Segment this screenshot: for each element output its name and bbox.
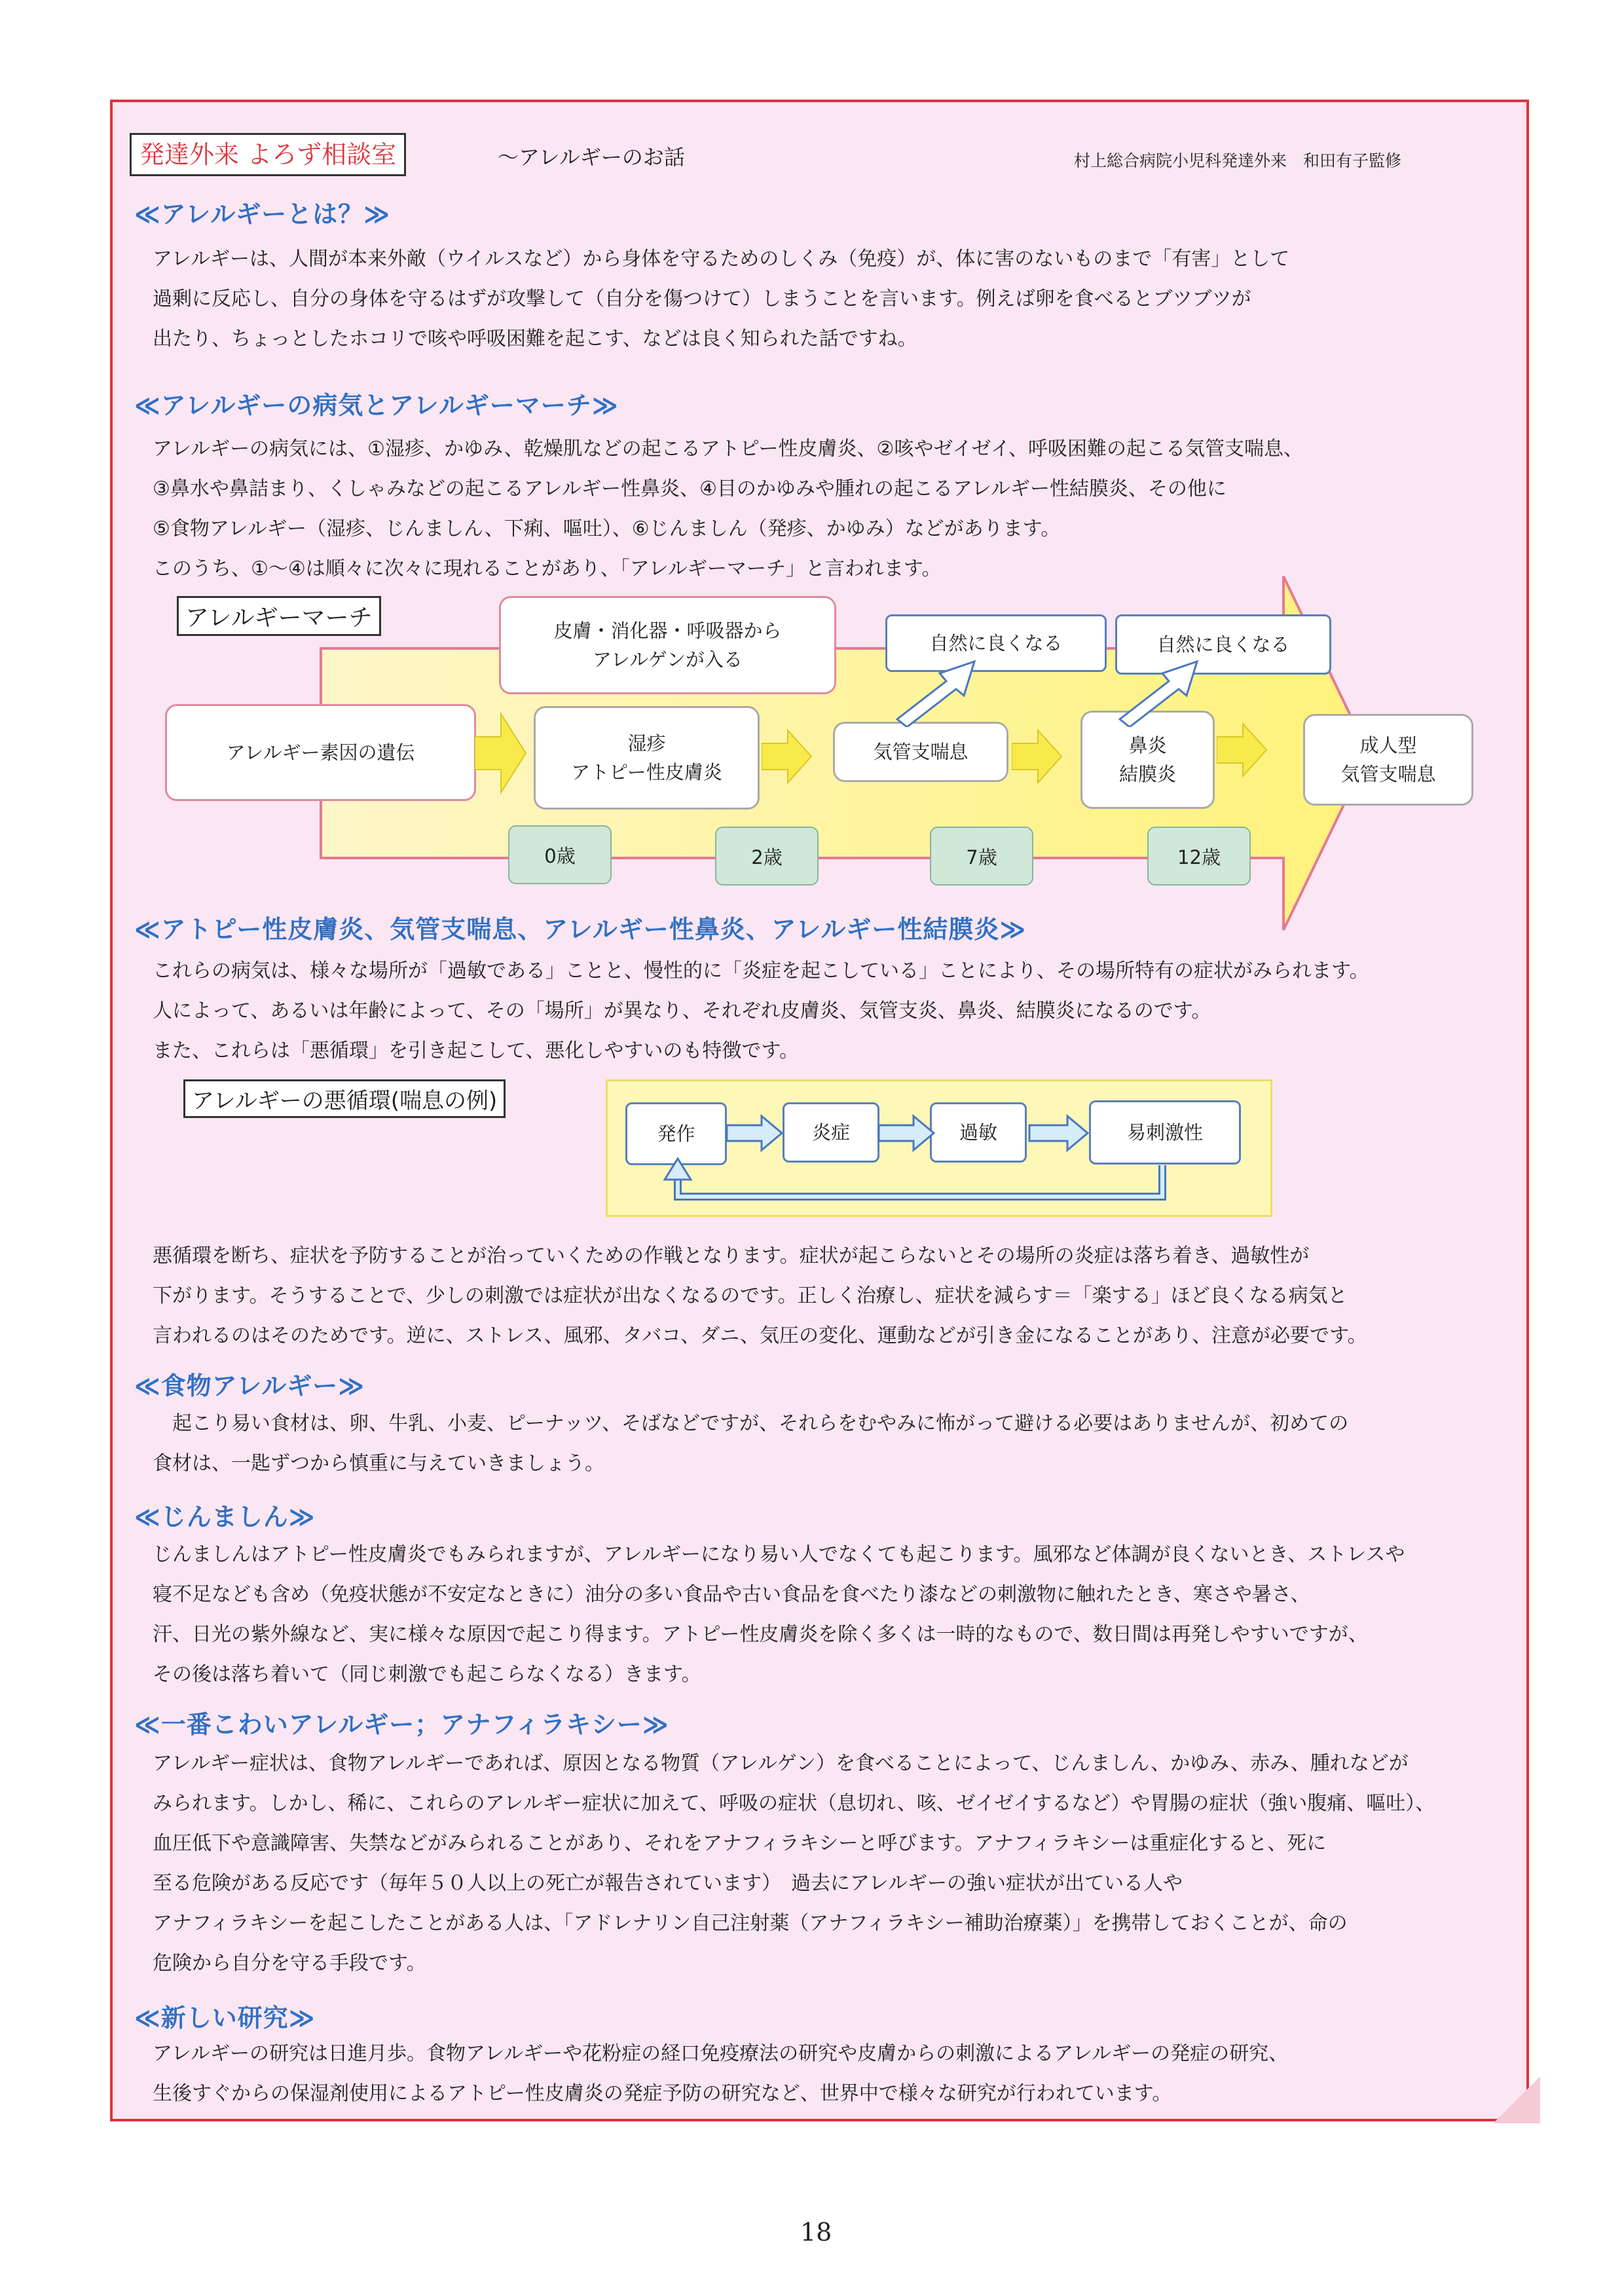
text-line: ⑤食物アレルギー（湿疹、じんましん、下痢、嘔吐）、⑥じんましん（発疹、かゆみ）などがあります。 (153, 517, 1061, 540)
cycle-node-irritability (1089, 1100, 1241, 1165)
text-line: 血圧低下や意識障害、失禁などがみられることがあり、それをアナフィラキシーと呼びます。アナフィラキシーは重症化すると、死に (153, 1832, 1327, 1855)
heal-label: 自然に良くなる (1156, 633, 1290, 656)
heal-label: 自然に良くなる (929, 632, 1063, 654)
cycle-label: 過敏 (959, 1121, 997, 1144)
page-number: 18 (800, 2218, 832, 2247)
stage-line: 結膜炎 (1118, 763, 1176, 785)
text-line: 悪循環を断ち、症状を予防することが治っていくための作戦となります。症状が起こらないとその場所の炎症は落ち着き、過敏性が (153, 1244, 1310, 1267)
text-line: アレルギー症状は、食物アレルギーであれば、原因となる物質（アレルゲン）を食べることによって、じんましん、かゆみ、赤み、腫れなどが (153, 1752, 1409, 1775)
section-body (153, 1404, 1502, 1483)
page-subtitle: ～アレルギーのお話 (498, 145, 685, 170)
vicious-cycle-label: アレルギーの悪循環(喘息の例) (183, 1079, 506, 1118)
stage-line: 成人型 (1359, 734, 1417, 756)
section-heading: ≪一番こわいアレルギー；アナフィラキシー≫ (134, 1710, 669, 1739)
section-heading: ≪じんましん≫ (134, 1502, 316, 1531)
stage-line: 気管支喘息 (1340, 763, 1436, 785)
text-line: 起こり易い食材は、卵、牛乳、小麦、ピーナッツ、そばなどですが、それらをむやみに怖がって避ける必要はありませんが、初めての (153, 1412, 1349, 1435)
text-line: 危険から自分を守る手段です。 (153, 1952, 426, 1975)
allergen-entry-box (499, 596, 836, 694)
section-heading: ≪食物アレルギー≫ (134, 1371, 365, 1400)
section-body (153, 429, 1502, 589)
age-badge: 12歳 (1147, 827, 1251, 886)
text-line: また、これらは「悪循環」を引き起こして、悪化しやすいのも特徴です。 (153, 1039, 799, 1062)
section-heading: ≪アトピー性皮膚炎、気管支喘息、アレルギー性鼻炎、アレルギー性結膜炎≫ (134, 915, 1027, 944)
age-badge: 2歳 (715, 827, 819, 886)
diagonal-arrow-icon (891, 655, 989, 727)
text-line: これらの病気は、様々な場所が「過敏である」ことと、慢性的に「炎症を起こしている」ことにより、その場所特有の症状がみられます。 (153, 960, 1369, 982)
section-body (153, 1744, 1502, 1983)
text-line: アレルギーの研究は日進月歩。食物アレルギーや花粉症の経口免疫療法の研究や皮膚からの刺激によるアレルギーの発症の研究、 (153, 2042, 1289, 2065)
arrow-right-icon (1012, 727, 1064, 786)
arrow-right-icon (1217, 720, 1269, 779)
cycle-node-hypersensitivity (930, 1102, 1027, 1163)
text-line: みられます。しかし、稀に、これらのアレルギー症状に加えて、呼吸の症状（息切れ、咳、ゼイゼイするなど）や胃腸の症状（強い腹痛、嘔吐）、 (153, 1792, 1435, 1815)
arrow-right-icon (762, 727, 814, 786)
text-line: 寝不足なども含め（免疫状態が不安定なときに）油分の多い食品や古い食品を食べたり漆などの刺激物に触れたとき、寒さや暑さ、 (153, 1583, 1310, 1606)
text-line: 言われるのはそのためです。逆に、ストレス、風邪、タバコ、ダニ、気圧の変化、運動などが引き金になることがあり、注意が必要です。 (153, 1324, 1367, 1347)
entry-line: アレルゲンが入る (593, 648, 743, 671)
text-line: 食材は、一匙ずつから慎重に与えていきましょう。 (153, 1452, 604, 1475)
section-heading: ≪新しい研究≫ (134, 2004, 316, 2032)
text-line: ③鼻水や鼻詰まり、くしゃみなどの起こるアレルギー性鼻炎、④目のかゆみや腫れの起こるアレルギー性結膜炎、その他に (153, 477, 1227, 500)
stage-line: アトピー性皮膚炎 (571, 761, 722, 783)
age-badge: 7歳 (930, 827, 1033, 886)
stage-line: 鼻炎 (1128, 734, 1167, 756)
supervisor-credit: 村上総合病院小児科発達外来 和田有子監修 (1074, 151, 1402, 170)
text-line: その後は落ち着いて（同じ刺激でも起こらなくなる）きます。 (153, 1663, 701, 1686)
return-arrow-icon (658, 1156, 1182, 1208)
section-heading: ≪アレルギーとは？≫ (134, 200, 391, 229)
text-line: 下がります。そうすることで、少しの刺激では症状が出なくなるのです。正しく治療し、症状を減らす＝「楽する」ほど良くなる病気と (153, 1284, 1348, 1307)
section-body (153, 2034, 1502, 2114)
text-line: 人によって、あるいは年齢によって、その「場所」が異なり、それぞれ皮膚炎、気管支炎、鼻炎、結膜炎になるのです。 (153, 999, 1211, 1022)
stage-asthma-box (833, 722, 1008, 782)
genetic-label: アレルギー素因の遺伝 (226, 741, 415, 764)
stage-adult-asthma-box (1303, 714, 1473, 806)
genetic-predisposition-box (165, 704, 476, 801)
thick-arrow-icon (475, 704, 527, 802)
cycle-label: 易刺激性 (1126, 1121, 1203, 1144)
arrow-right-icon (726, 1113, 784, 1153)
stage-line: 湿疹 (627, 732, 666, 755)
text-line: アレルギーの病気には、①湿疹、かゆみ、乾燥肌などの起こるアトピー性皮膚炎、②咳やゼイゼイ、呼吸困難の起こる気管支喘息、 (153, 438, 1304, 460)
arrow-right-icon (1028, 1113, 1090, 1153)
stage-line: 気管支喘息 (873, 741, 969, 763)
text-line: 汗、日光の紫外線など、実に様々な原因で起こり得ます。アトピー性皮膚炎を除く多くは一時的なもので、数日間は再発しやすいですが、 (153, 1623, 1368, 1646)
text-line: じんましんはアトピー性皮膚炎でもみられますが、アレルギーになり易い人でなくても起こります。風邪など体調が良くないとき、ストレスや (153, 1543, 1405, 1566)
cycle-label: 発作 (657, 1123, 695, 1145)
text-line: このうち、①～④は順々に次々に現れることがあり、「アレルギーマーチ」と言われます。 (153, 557, 942, 580)
text-line: 過剰に反応し、自分の身体を守るはずが攻撃して（自分を傷つけて）しまうことを言います。例えば卵を食べるとブツブツが (153, 288, 1251, 310)
section-body (153, 951, 1502, 1071)
text-line: 生後すぐからの保湿剤使用によるアトピー性皮膚炎の発症予防の研究など、世界中で様々な研究が行われています。 (153, 2082, 1172, 2105)
section-body (153, 1236, 1502, 1356)
march-label: アレルギーマーチ (177, 596, 381, 636)
section-body (153, 1535, 1502, 1694)
cycle-label: 炎症 (811, 1121, 850, 1144)
diagonal-arrow-icon (1113, 655, 1211, 727)
page-title: 発達外来 よろず相談室 (130, 133, 406, 176)
age-badge: 0歳 (508, 825, 612, 884)
text-line: 出たり、ちょっとしたホコリで咳や呼吸困難を起こす、などは良く知られた話ですね。 (153, 327, 917, 350)
text-line: 至る危険がある反応です（毎年５０人以上の死亡が報告されています） 過去にアレルギーの強い症状が出ている人や (153, 1872, 1183, 1895)
section-heading: ≪アレルギーの病気とアレルギーマーチ≫ (134, 391, 619, 420)
text-line: アレルギーは、人間が本来外敵（ウイルスなど）から身体を守るためのしくみ（免疫）が、体に害のないものまで「有害」として (153, 248, 1290, 271)
stage-eczema-box (534, 706, 760, 810)
arrow-right-icon (877, 1113, 936, 1153)
section-body (153, 239, 1502, 359)
text-line: アナフィラキシーを起こしたことがある人は、「アドレナリン自己注射薬（アナフィラキシー補助治療薬）」を携帯しておくことが、命の (153, 1912, 1348, 1935)
cycle-node-inflammation (783, 1102, 879, 1163)
entry-line: 皮膚・消化器・呼吸器から (553, 620, 782, 642)
